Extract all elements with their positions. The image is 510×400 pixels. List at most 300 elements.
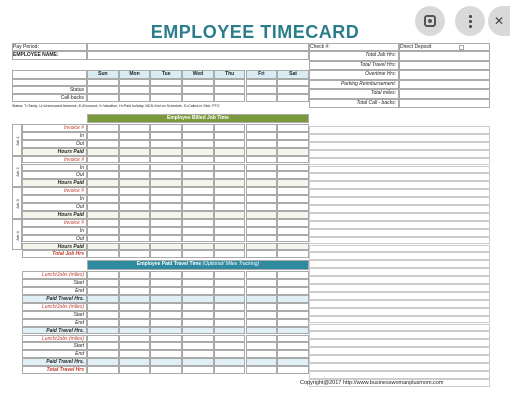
more-options-button[interactable] xyxy=(455,6,485,36)
travel-entry-cell[interactable] xyxy=(150,271,182,279)
travel-entry-cell[interactable] xyxy=(119,358,151,366)
travel-entry-cell[interactable] xyxy=(277,342,309,350)
travel-entry-cell[interactable] xyxy=(277,350,309,358)
notes-line xyxy=(309,316,490,324)
job-entry-cell[interactable] xyxy=(182,140,214,148)
travel-band-subtitle: (Optional/ Miles Tracking) xyxy=(202,261,260,268)
job-row-label: Hours Paid xyxy=(22,211,87,219)
job-entry-cell[interactable] xyxy=(150,140,182,148)
total-travel-cell[interactable] xyxy=(87,366,119,374)
summary-label: Overtime Hrs: xyxy=(309,70,399,80)
travel-entry-cell[interactable] xyxy=(182,358,214,366)
pay-period-field[interactable] xyxy=(87,43,309,51)
direct-deposit-cell: Direct Deposit xyxy=(399,43,490,51)
notes-line xyxy=(309,166,490,174)
job-entry-cell[interactable] xyxy=(87,148,119,156)
job-entry-cell[interactable] xyxy=(150,195,182,203)
travel-entry-cell[interactable] xyxy=(277,335,309,343)
travel-entry-cell[interactable] xyxy=(246,303,278,311)
travel-entry-cell[interactable] xyxy=(214,279,246,287)
notes-line xyxy=(309,221,490,229)
job-entry-cell[interactable] xyxy=(214,164,246,172)
job-entry-cell[interactable] xyxy=(150,171,182,179)
travel-entry-cell[interactable] xyxy=(214,295,246,303)
travel-row-label: End xyxy=(22,350,87,358)
job-entry-cell[interactable] xyxy=(214,243,246,251)
job-entry-cell[interactable] xyxy=(182,164,214,172)
job-entry-cell[interactable] xyxy=(119,243,151,251)
travel-entry-cell[interactable] xyxy=(182,279,214,287)
job-entry-cell[interactable] xyxy=(150,148,182,156)
travel-entry-cell[interactable] xyxy=(87,335,119,343)
job-entry-cell[interactable] xyxy=(214,195,246,203)
notes-line xyxy=(309,300,490,308)
travel-entry-cell[interactable] xyxy=(119,279,151,287)
job-entry-cell[interactable] xyxy=(182,124,214,132)
total-travel-cell[interactable] xyxy=(119,366,151,374)
total-job-cell[interactable] xyxy=(246,250,278,258)
travel-entry-cell[interactable] xyxy=(87,287,119,295)
travel-entry-cell[interactable] xyxy=(182,303,214,311)
job-entry-cell[interactable] xyxy=(150,227,182,235)
spacer-cell xyxy=(277,79,309,86)
day-header-sun: Sun xyxy=(87,70,119,79)
job-entry-cell[interactable] xyxy=(182,148,214,156)
job-entry-cell[interactable] xyxy=(182,219,214,227)
job-entry-cell[interactable] xyxy=(214,171,246,179)
job-entry-cell[interactable] xyxy=(277,124,309,132)
travel-entry-cell[interactable] xyxy=(246,358,278,366)
job-entry-cell[interactable] xyxy=(214,219,246,227)
travel-entry-cell[interactable] xyxy=(119,295,151,303)
row-label-callbacks: Call-backs xyxy=(12,94,87,102)
job-row-label: Hours Paid xyxy=(22,148,87,156)
travel-entry-cell[interactable] xyxy=(214,342,246,350)
job-entry-cell[interactable] xyxy=(277,187,309,195)
travel-entry-cell[interactable] xyxy=(214,327,246,335)
travel-entry-cell[interactable] xyxy=(182,287,214,295)
travel-entry-cell[interactable] xyxy=(246,342,278,350)
job-entry-cell[interactable] xyxy=(119,187,151,195)
day-header-sat: Sat xyxy=(277,70,309,79)
travel-entry-cell[interactable] xyxy=(150,335,182,343)
job-entry-cell[interactable] xyxy=(246,140,278,148)
travel-entry-cell[interactable] xyxy=(214,303,246,311)
travel-entry-cell[interactable] xyxy=(246,295,278,303)
notes-line xyxy=(309,189,490,197)
travel-entry-cell[interactable] xyxy=(277,295,309,303)
entry-cell[interactable] xyxy=(277,94,309,102)
entry-cell[interactable] xyxy=(119,94,151,102)
summary-value-field[interactable] xyxy=(399,99,490,109)
spacer-cell xyxy=(150,79,182,86)
entry-cell[interactable] xyxy=(150,94,182,102)
job-entry-cell[interactable] xyxy=(87,156,119,164)
travel-entry-cell[interactable] xyxy=(277,327,309,335)
job-entry-cell[interactable] xyxy=(119,171,151,179)
travel-entry-cell[interactable] xyxy=(277,271,309,279)
entry-cell[interactable] xyxy=(87,86,119,94)
job-entry-cell[interactable] xyxy=(277,235,309,243)
notes-line xyxy=(309,339,490,347)
job-entry-cell[interactable] xyxy=(182,179,214,187)
job-entry-cell[interactable] xyxy=(87,164,119,172)
job-entry-cell[interactable] xyxy=(182,156,214,164)
job-entry-cell[interactable] xyxy=(214,156,246,164)
job-entry-cell[interactable] xyxy=(277,195,309,203)
entry-cell[interactable] xyxy=(246,94,278,102)
job-row-label: Invoice # xyxy=(22,219,87,227)
total-job-cell[interactable] xyxy=(119,250,151,258)
job-entry-cell[interactable] xyxy=(277,164,309,172)
job-entry-cell[interactable] xyxy=(87,124,119,132)
notes-line xyxy=(309,126,490,134)
entry-cell[interactable] xyxy=(87,94,119,102)
summary-value-field[interactable] xyxy=(399,70,490,80)
job-entry-cell[interactable] xyxy=(119,219,151,227)
travel-time-band xyxy=(87,260,309,270)
travel-entry-cell[interactable] xyxy=(277,358,309,366)
travel-band-title: Employee Paid Travel Time xyxy=(136,261,203,268)
entry-cell[interactable] xyxy=(214,94,246,102)
travel-row-label: Start xyxy=(22,311,87,319)
job-entry-cell[interactable] xyxy=(150,124,182,132)
job-row-label: In xyxy=(22,164,87,172)
job-side-label: Job 2 xyxy=(15,167,20,178)
notes-line xyxy=(309,284,490,292)
total-travel-cell[interactable] xyxy=(214,366,246,374)
travel-entry-cell[interactable] xyxy=(87,319,119,327)
job-entry-cell[interactable] xyxy=(87,195,119,203)
notes-line xyxy=(309,213,490,221)
entry-cell[interactable] xyxy=(150,86,182,94)
total-travel-cell[interactable] xyxy=(277,366,309,374)
total-travel-cell[interactable] xyxy=(150,366,182,374)
travel-entry-cell[interactable] xyxy=(246,327,278,335)
job-side-label: Job 1 xyxy=(15,136,20,146)
job-entry-cell[interactable] xyxy=(182,227,214,235)
travel-row-label: Paid Travel Hrs. xyxy=(22,327,87,335)
row-label-status: Status xyxy=(12,86,87,94)
total-job-cell[interactable] xyxy=(182,250,214,258)
travel-entry-cell[interactable] xyxy=(150,287,182,295)
travel-entry-cell[interactable] xyxy=(246,335,278,343)
job-entry-cell[interactable] xyxy=(150,187,182,195)
job-entry-cell[interactable] xyxy=(246,203,278,211)
travel-entry-cell[interactable] xyxy=(246,279,278,287)
travel-entry-cell[interactable] xyxy=(87,327,119,335)
job-entry-cell[interactable] xyxy=(182,171,214,179)
travel-entry-cell[interactable] xyxy=(119,342,151,350)
travel-entry-cell[interactable] xyxy=(214,358,246,366)
summary-label: Total Travel Hrs: xyxy=(309,61,399,71)
job-entry-cell[interactable] xyxy=(277,211,309,219)
notes-line xyxy=(309,229,490,237)
job-entry-cell[interactable] xyxy=(277,203,309,211)
travel-entry-cell[interactable] xyxy=(87,358,119,366)
notes-line xyxy=(309,181,490,189)
travel-row-label: End xyxy=(22,319,87,327)
job-entry-cell[interactable] xyxy=(246,156,278,164)
notes-line xyxy=(309,308,490,316)
job-entry-cell[interactable] xyxy=(246,171,278,179)
notes-line xyxy=(309,347,490,355)
travel-entry-cell[interactable] xyxy=(246,287,278,295)
notes-line xyxy=(309,173,490,181)
job-entry-cell[interactable] xyxy=(150,211,182,219)
job-entry-cell[interactable] xyxy=(246,219,278,227)
job-entry-cell[interactable] xyxy=(277,219,309,227)
notes-line xyxy=(309,371,490,379)
job-entry-cell[interactable] xyxy=(119,211,151,219)
notes-line xyxy=(309,197,490,205)
direct-deposit-checkbox[interactable] xyxy=(459,45,464,50)
travel-entry-cell[interactable] xyxy=(214,287,246,295)
employee-name-label: EMPLOYEE NAME: xyxy=(12,51,87,60)
travel-entry-cell[interactable] xyxy=(150,311,182,319)
job-entry-cell[interactable] xyxy=(214,132,246,140)
day-header-tue: Tue xyxy=(150,70,182,79)
entry-cell[interactable] xyxy=(246,86,278,94)
travel-entry-cell[interactable] xyxy=(119,335,151,343)
total-job-cell[interactable] xyxy=(277,250,309,258)
notes-line xyxy=(309,268,490,276)
job-row-label: In xyxy=(22,195,87,203)
travel-entry-cell[interactable] xyxy=(150,327,182,335)
check-number-label: Check #: xyxy=(309,43,399,51)
job-entry-cell[interactable] xyxy=(246,195,278,203)
entry-cell[interactable] xyxy=(119,86,151,94)
job-entry-cell[interactable] xyxy=(87,179,119,187)
job-entry-cell[interactable] xyxy=(119,235,151,243)
job-row-label: Out xyxy=(22,140,87,148)
travel-entry-cell[interactable] xyxy=(150,295,182,303)
job-side-label: Job 3 xyxy=(15,199,20,209)
notes-line xyxy=(309,324,490,332)
job-entry-cell[interactable] xyxy=(150,243,182,251)
travel-entry-cell[interactable] xyxy=(119,327,151,335)
travel-entry-cell[interactable] xyxy=(119,311,151,319)
job-entry-cell[interactable] xyxy=(150,156,182,164)
travel-entry-cell[interactable] xyxy=(214,335,246,343)
job-entry-cell[interactable] xyxy=(87,171,119,179)
job-entry-cell[interactable] xyxy=(277,140,309,148)
travel-entry-cell[interactable] xyxy=(150,303,182,311)
job-entry-cell[interactable] xyxy=(214,227,246,235)
job-entry-cell[interactable] xyxy=(87,219,119,227)
job-entry-cell[interactable] xyxy=(214,235,246,243)
job-entry-cell[interactable] xyxy=(150,203,182,211)
travel-row-label: End xyxy=(22,287,87,295)
job-entry-cell[interactable] xyxy=(277,132,309,140)
job-entry-cell[interactable] xyxy=(150,179,182,187)
travel-entry-cell[interactable] xyxy=(182,342,214,350)
total-job-cell[interactable] xyxy=(214,250,246,258)
job-entry-cell[interactable] xyxy=(87,227,119,235)
job-entry-cell[interactable] xyxy=(150,132,182,140)
job-entry-cell[interactable] xyxy=(214,203,246,211)
notes-line xyxy=(309,245,490,253)
job-entry-cell[interactable] xyxy=(277,227,309,235)
job-row-label: Invoice # xyxy=(22,156,87,164)
total-job-cell[interactable] xyxy=(87,250,119,258)
job-entry-cell[interactable] xyxy=(246,187,278,195)
employee-name-field[interactable] xyxy=(87,51,309,60)
job-entry-cell[interactable] xyxy=(150,164,182,172)
job-entry-cell[interactable] xyxy=(87,132,119,140)
lens-button[interactable] xyxy=(415,6,445,36)
notes-line xyxy=(309,134,490,142)
summary-label: Total Job Hrs: xyxy=(309,51,399,61)
job-entry-cell[interactable] xyxy=(119,203,151,211)
close-button[interactable] xyxy=(488,6,510,36)
total-travel-cell[interactable] xyxy=(182,366,214,374)
travel-entry-cell[interactable] xyxy=(246,271,278,279)
job-entry-cell[interactable] xyxy=(119,124,151,132)
travel-entry-cell[interactable] xyxy=(277,319,309,327)
job-entry-cell[interactable] xyxy=(214,124,246,132)
job-entry-cell[interactable] xyxy=(87,140,119,148)
job-entry-cell[interactable] xyxy=(214,187,246,195)
travel-entry-cell[interactable] xyxy=(119,287,151,295)
travel-entry-cell[interactable] xyxy=(119,350,151,358)
travel-entry-cell[interactable] xyxy=(214,271,246,279)
travel-entry-cell[interactable] xyxy=(87,342,119,350)
travel-entry-cell[interactable] xyxy=(150,350,182,358)
summary-value-field[interactable] xyxy=(399,51,490,61)
job-entry-cell[interactable] xyxy=(87,203,119,211)
job-entry-cell[interactable] xyxy=(277,179,309,187)
travel-entry-cell[interactable] xyxy=(246,319,278,327)
job-entry-cell[interactable] xyxy=(182,243,214,251)
job-entry-cell[interactable] xyxy=(87,211,119,219)
total-travel-cell[interactable] xyxy=(246,366,278,374)
job-entry-cell[interactable] xyxy=(277,148,309,156)
job-entry-cell[interactable] xyxy=(119,227,151,235)
notes-line xyxy=(309,252,490,260)
travel-entry-cell[interactable] xyxy=(150,358,182,366)
job-entry-cell[interactable] xyxy=(119,132,151,140)
travel-entry-cell[interactable] xyxy=(119,319,151,327)
entry-cell[interactable] xyxy=(214,86,246,94)
job-entry-cell[interactable] xyxy=(214,148,246,156)
job-entry-cell[interactable] xyxy=(214,140,246,148)
notes-line xyxy=(309,158,490,166)
travel-entry-cell[interactable] xyxy=(87,311,119,319)
summary-value-field[interactable] xyxy=(399,61,490,71)
job-entry-cell[interactable] xyxy=(182,211,214,219)
job-entry-cell[interactable] xyxy=(119,156,151,164)
spacer-cell xyxy=(182,79,214,86)
job-entry-cell[interactable] xyxy=(246,124,278,132)
job-entry-cell[interactable] xyxy=(214,179,246,187)
job-entry-cell[interactable] xyxy=(119,140,151,148)
notes-line xyxy=(309,237,490,245)
job-entry-cell[interactable] xyxy=(182,203,214,211)
job-entry-cell[interactable] xyxy=(182,132,214,140)
job-entry-cell[interactable] xyxy=(182,187,214,195)
job-entry-cell[interactable] xyxy=(246,211,278,219)
travel-entry-cell[interactable] xyxy=(119,271,151,279)
travel-entry-cell[interactable] xyxy=(87,295,119,303)
job-entry-cell[interactable] xyxy=(214,211,246,219)
day-header-blank xyxy=(12,70,87,79)
travel-entry-cell[interactable] xyxy=(182,295,214,303)
job-entry-cell[interactable] xyxy=(246,227,278,235)
job-entry-cell[interactable] xyxy=(246,235,278,243)
total-job-cell[interactable] xyxy=(150,250,182,258)
travel-entry-cell[interactable] xyxy=(277,287,309,295)
total-travel-hrs-label: Total Travel Hrs xyxy=(22,366,87,374)
travel-entry-cell[interactable] xyxy=(214,319,246,327)
job-entry-cell[interactable] xyxy=(119,195,151,203)
travel-entry-cell[interactable] xyxy=(87,303,119,311)
travel-entry-cell[interactable] xyxy=(214,350,246,358)
job-entry-cell[interactable] xyxy=(119,148,151,156)
job-entry-cell[interactable] xyxy=(246,243,278,251)
job-entry-cell[interactable] xyxy=(277,243,309,251)
job-entry-cell[interactable] xyxy=(246,164,278,172)
travel-entry-cell[interactable] xyxy=(87,279,119,287)
travel-entry-cell[interactable] xyxy=(182,311,214,319)
notes-line xyxy=(309,292,490,300)
travel-entry-cell[interactable] xyxy=(87,350,119,358)
travel-entry-cell[interactable] xyxy=(214,311,246,319)
job-entry-cell[interactable] xyxy=(119,164,151,172)
job-entry-cell[interactable] xyxy=(87,187,119,195)
entry-cell[interactable] xyxy=(277,86,309,94)
travel-entry-cell[interactable] xyxy=(182,335,214,343)
travel-entry-cell[interactable] xyxy=(277,279,309,287)
job-entry-cell[interactable] xyxy=(246,148,278,156)
travel-entry-cell[interactable] xyxy=(87,271,119,279)
travel-entry-cell[interactable] xyxy=(182,327,214,335)
travel-entry-cell[interactable] xyxy=(246,311,278,319)
notes-line xyxy=(309,260,490,268)
job-entry-cell[interactable] xyxy=(246,179,278,187)
job-entry-cell[interactable] xyxy=(87,235,119,243)
summary-value-field[interactable] xyxy=(399,89,490,99)
travel-entry-cell[interactable] xyxy=(277,303,309,311)
travel-entry-cell[interactable] xyxy=(182,319,214,327)
travel-entry-cell[interactable] xyxy=(119,303,151,311)
job-entry-cell[interactable] xyxy=(182,235,214,243)
notes-line xyxy=(309,331,490,339)
job-entry-cell[interactable] xyxy=(87,243,119,251)
entry-cell[interactable] xyxy=(182,94,214,102)
travel-entry-cell[interactable] xyxy=(150,279,182,287)
job-entry-cell[interactable] xyxy=(246,132,278,140)
job-entry-cell[interactable] xyxy=(277,156,309,164)
travel-entry-cell[interactable] xyxy=(182,350,214,358)
job-entry-cell[interactable] xyxy=(150,235,182,243)
summary-label: Parking Reimbursement: xyxy=(309,80,399,90)
travel-entry-cell[interactable] xyxy=(150,319,182,327)
job-entry-cell[interactable] xyxy=(182,195,214,203)
summary-value-field[interactable] xyxy=(399,80,490,90)
job-entry-cell[interactable] xyxy=(150,219,182,227)
travel-entry-cell[interactable] xyxy=(277,311,309,319)
travel-entry-cell[interactable] xyxy=(182,271,214,279)
travel-entry-cell[interactable] xyxy=(150,342,182,350)
spacer-row xyxy=(12,79,87,86)
entry-cell[interactable] xyxy=(182,86,214,94)
travel-entry-cell[interactable] xyxy=(246,350,278,358)
job-entry-cell[interactable] xyxy=(119,179,151,187)
google-lens-icon xyxy=(424,15,436,27)
job-entry-cell[interactable] xyxy=(277,171,309,179)
spacer-cell xyxy=(87,79,119,86)
